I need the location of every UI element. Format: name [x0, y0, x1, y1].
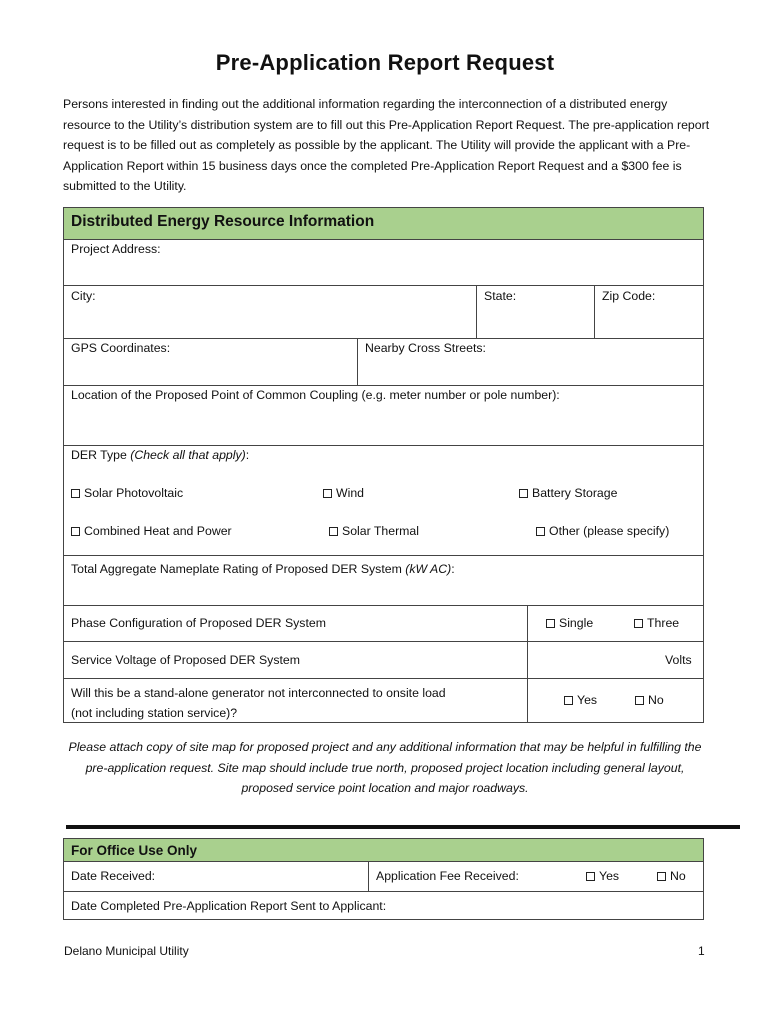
fee-yes-checkbox[interactable]: Yes — [586, 869, 619, 883]
footer-utility-name: Delano Municipal Utility — [64, 944, 189, 958]
der-header-title: Distributed Energy Resource Information — [71, 213, 375, 230]
footer-page-number: 1 — [698, 944, 705, 958]
standalone-no-checkbox[interactable]: No — [635, 693, 664, 707]
checkbox-icon — [586, 872, 595, 881]
checkbox-icon — [546, 619, 555, 628]
intro-paragraph: Persons interested in finding out the additional information regarding the interconnection of a distributed energy resource to the Utility’s distribution system are to fill out this Pre-Application Report Request. The pre-application report request is to be filled out as completely as possible by the applicant. The Utility will provide the applicant with a Pre-Application Report within 15 business days once the completed Pre-Application Report Request and a $300 fee is submitted to the Utility. — [63, 97, 710, 193]
checkbox-icon — [323, 489, 332, 498]
phase-three-checkbox[interactable]: Three — [634, 616, 679, 630]
site-map-note: Please attach copy of site map for proposed project and any additional information that may be helpful in fulfilling the pre-application request. Site map should include true north, proposed project location including general layout, proposed service point location and major roadways. — [68, 740, 702, 795]
pcc-location-field[interactable]: Location of the Proposed Point of Common Coupling (e.g. meter number or pole number): — [71, 388, 560, 402]
phase-config-label: Phase Configuration of Proposed DER System — [71, 616, 326, 630]
standalone-generator-question: Will this be a stand-alone generator not interconnected to onsite load (not including station service)? — [71, 686, 446, 720]
gps-coordinates-field[interactable]: GPS Coordinates: — [71, 341, 171, 355]
checkbox-icon — [635, 696, 644, 705]
checkbox-icon — [519, 489, 528, 498]
service-voltage-field[interactable]: Volts — [665, 653, 692, 667]
date-completed-field[interactable]: Date Completed Pre-Application Report Sent to Applicant: — [71, 899, 387, 913]
city-field[interactable]: City: — [71, 289, 96, 303]
project-address-field[interactable]: Project Address: — [71, 242, 161, 256]
nameplate-rating-field[interactable]: Total Aggregate Nameplate Rating of Proposed DER System (kW AC): — [71, 562, 455, 576]
der-type-wind-checkbox[interactable]: Wind — [323, 486, 364, 500]
der-type-label: DER Type (Check all that apply): — [71, 448, 250, 462]
checkbox-icon — [329, 527, 338, 536]
phase-single-checkbox[interactable]: Single — [546, 616, 593, 630]
der-type-chp-checkbox[interactable]: Combined Heat and Power — [71, 524, 232, 538]
fee-no-checkbox[interactable]: No — [657, 869, 686, 883]
checkbox-icon — [657, 872, 666, 881]
der-type-other-checkbox[interactable]: Other (please specify) — [536, 524, 669, 538]
application-fee-received-label: Application Fee Received: — [376, 869, 519, 883]
standalone-yes-checkbox[interactable]: Yes — [564, 693, 597, 707]
der-type-solar-pv-checkbox[interactable]: Solar Photovoltaic — [71, 486, 183, 500]
checkbox-icon — [536, 527, 545, 536]
checkbox-icon — [71, 527, 80, 536]
cross-streets-field[interactable]: Nearby Cross Streets: — [365, 341, 486, 355]
section-divider — [66, 825, 740, 829]
state-field[interactable]: State: — [484, 289, 517, 303]
der-type-battery-storage-checkbox[interactable]: Battery Storage — [519, 486, 617, 500]
date-received-field[interactable]: Date Received: — [71, 869, 156, 883]
service-voltage-label: Service Voltage of Proposed DER System — [71, 653, 300, 667]
checkbox-icon — [71, 489, 80, 498]
checkbox-icon — [564, 696, 573, 705]
zip-code-field[interactable]: Zip Code: — [602, 289, 656, 303]
office-header-title: For Office Use Only — [71, 843, 198, 858]
checkbox-icon — [634, 619, 643, 628]
page-title: Pre-Application Report Request — [215, 50, 555, 75]
der-type-solar-thermal-checkbox[interactable]: Solar Thermal — [329, 524, 419, 538]
